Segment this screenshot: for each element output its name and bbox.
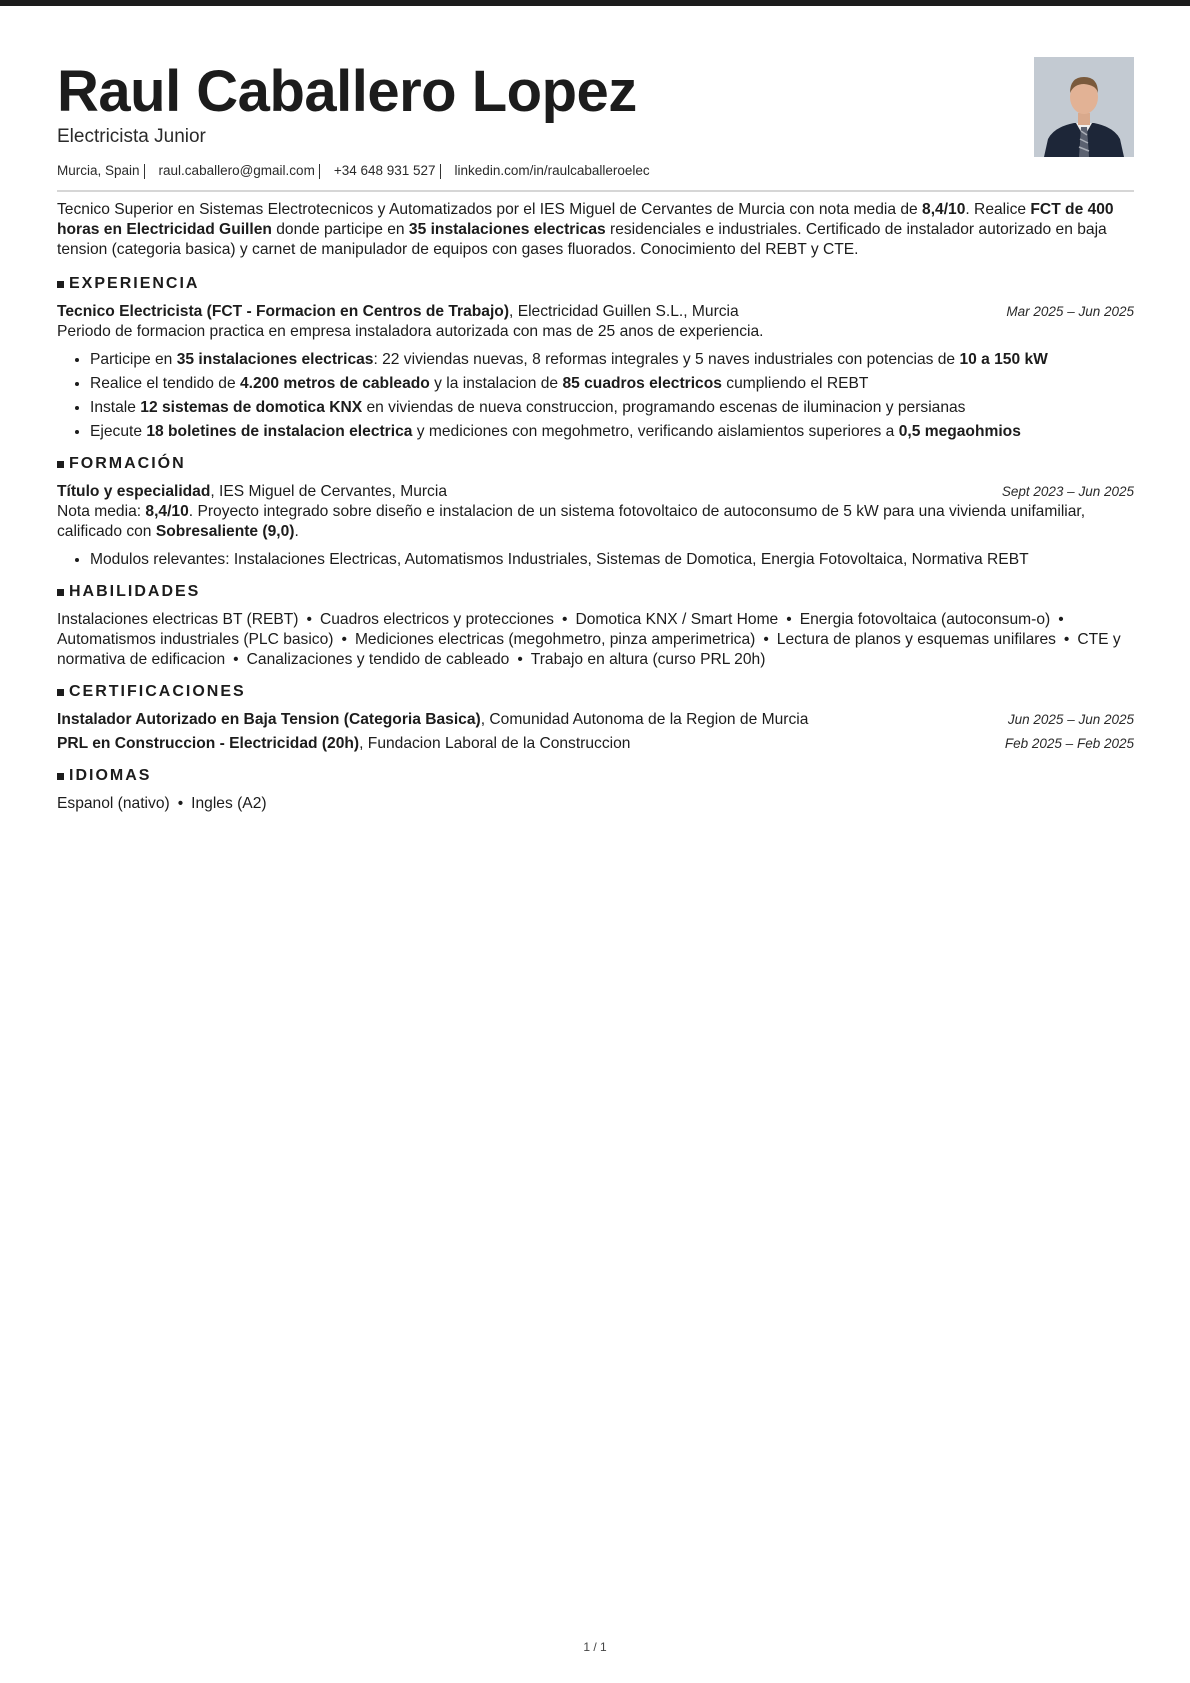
education-bullets bbox=[57, 550, 1134, 570]
bullet-highlight: 0,5 megaohmios bbox=[898, 423, 1021, 440]
candidate-name: Raul Caballero Lopez bbox=[57, 59, 637, 124]
summary-highlight: 8,4/10 bbox=[922, 201, 966, 218]
certification-name-issuer bbox=[57, 734, 630, 754]
skills-list bbox=[57, 610, 1134, 670]
education-description bbox=[57, 502, 1134, 542]
experience-role-company bbox=[57, 302, 739, 322]
certification-item bbox=[57, 710, 1134, 730]
education-entry-header bbox=[57, 482, 1134, 502]
square-bullet-icon bbox=[57, 461, 64, 468]
bullet-separator: • bbox=[1058, 611, 1064, 628]
education-text: . Proyecto integrado sobre diseño e instalacion de un sistema fotovoltaico de autoconsumo de 5 kW para una vivienda unifamiliar, calificado con bbox=[57, 503, 1086, 540]
separator bbox=[440, 164, 441, 179]
bullet-separator: • bbox=[561, 611, 568, 628]
bullet-text: Instale bbox=[90, 399, 141, 416]
section-heading bbox=[57, 682, 1134, 702]
bullet-separator: • bbox=[177, 795, 184, 812]
contact-phone[interactable]: +34 648 931 527 bbox=[333, 163, 436, 178]
language-item: Espanol (nativo) bbox=[57, 795, 170, 812]
bullet-text: cumpliendo el REBT bbox=[721, 375, 869, 392]
bullet-separator: • bbox=[306, 611, 312, 628]
skill-item: Instalaciones electricas BT (REBT) bbox=[57, 611, 299, 628]
skill-item: Domotica KNX / Smart Home bbox=[575, 611, 779, 628]
experience-description: Periodo de formacion practica en empresa instaladora autorizada con mas de 25 anos de experiencia. bbox=[57, 323, 764, 340]
section-heading-label: HABILIDADES bbox=[69, 583, 201, 600]
skill-item: Energia fotovoltaica (autoconsum-o) bbox=[799, 611, 1051, 628]
bullet-highlight: 12 sistemas de domotica KNX bbox=[140, 399, 363, 416]
education-date: Sept 2023 – Jun 2025 bbox=[1001, 484, 1134, 499]
education-text: . bbox=[294, 523, 299, 540]
list-item bbox=[90, 350, 1134, 370]
person-portrait-icon bbox=[1034, 57, 1134, 157]
certification-date: Feb 2025 – Feb 2025 bbox=[1004, 736, 1134, 751]
job-title: Electricista Junior bbox=[57, 126, 206, 147]
certification-name-issuer bbox=[57, 710, 808, 730]
contact-location: Murcia, Spain bbox=[57, 163, 140, 178]
education-highlight: 8,4/10 bbox=[145, 503, 189, 520]
section-heading-label: FORMACIÓN bbox=[69, 455, 186, 472]
skill-item: Cuadros electricos y protecciones bbox=[319, 611, 554, 628]
list-item: • Modulos relevantes: Instalaciones Electricas, Automatismos Industriales, Sistemas de Domotica, Energia Fotovoltaica, Normativa REBT bbox=[90, 550, 1134, 570]
square-bullet-icon bbox=[57, 689, 64, 696]
summary-text: Tecnico Superior en Sistemas Electrotecnicos y Automatizados por el IES Miguel de Cervantes de Murcia con nota media de bbox=[57, 201, 923, 218]
summary-text: . Realice bbox=[965, 201, 1031, 218]
experience-date: Mar 2025 – Jun 2025 bbox=[1006, 304, 1134, 319]
experience-company: , Electricidad Guillen S.L., Murcia bbox=[509, 303, 739, 320]
education-text: Nota media: bbox=[57, 503, 146, 520]
summary-highlight: 35 instalaciones electricas bbox=[408, 221, 606, 238]
certification-name: PRL en Construccion - Electricidad (20h) bbox=[57, 735, 360, 752]
list-item bbox=[90, 374, 1134, 394]
bullet-text: en viviendas de nueva construccion, programando escenas de iluminacion y persianas bbox=[362, 399, 966, 416]
experience-entry-header bbox=[57, 302, 1134, 322]
skill-item: Lectura de planos y esquemas unifilares bbox=[776, 631, 1056, 648]
experience-section bbox=[57, 274, 1134, 442]
summary-text: residenciales e industriales. Certificado de instalador autorizado en baja tension (categoria basica) y carnet de manipulador de equipos con gases fluorados. Conocimiento del REBT y CTE. bbox=[57, 221, 1107, 258]
certification-issuer: , Comunidad Autonoma de la Region de Murcia bbox=[480, 711, 809, 728]
bullet-separator: • bbox=[233, 651, 239, 668]
profile-photo bbox=[1034, 57, 1134, 157]
bullet-text: y mediciones con megohmetro, verificando aislamientos superiores a bbox=[412, 423, 899, 440]
experience-role: Tecnico Electricista (FCT - Formacion en Centros de Trabajo) bbox=[57, 303, 510, 320]
contact-email[interactable]: raul.caballero@gmail.com bbox=[158, 163, 315, 178]
skill-item: Trabajo en altura (curso PRL 20h) bbox=[530, 651, 766, 668]
education-school: , IES Miguel de Cervantes, Murcia bbox=[210, 483, 447, 500]
bullet-text: Ejecute bbox=[90, 423, 147, 440]
section-heading bbox=[57, 454, 1134, 474]
contact-linkedin[interactable]: linkedin.com/in/raulcaballeroelec bbox=[454, 163, 650, 178]
education-highlight: Sobresaliente (9,0) bbox=[155, 523, 295, 540]
separator bbox=[144, 164, 145, 179]
square-bullet-icon bbox=[57, 281, 64, 288]
section-heading bbox=[57, 274, 1134, 294]
bullet-text: y la instalacion de bbox=[429, 375, 563, 392]
section-heading-label: IDIOMAS bbox=[69, 767, 152, 784]
education-section bbox=[57, 454, 1134, 570]
square-bullet-icon bbox=[57, 773, 64, 780]
bullet-highlight: 4.200 metros de cableado bbox=[239, 375, 430, 392]
separator bbox=[319, 164, 320, 179]
bullet-separator: • bbox=[341, 631, 347, 648]
certification-date: Jun 2025 – Jun 2025 bbox=[1007, 712, 1134, 727]
languages-section bbox=[57, 766, 1134, 814]
skill-item: CTE y normativa de edificacion bbox=[57, 631, 1121, 668]
skill-item: Mediciones electricas (megohmetro, pinza amperimetrica) bbox=[354, 631, 756, 648]
contact-row bbox=[57, 163, 650, 178]
top-bar bbox=[0, 0, 1190, 6]
section-heading bbox=[57, 766, 1134, 786]
bullet-text: Realice el tendido de bbox=[90, 375, 240, 392]
list-item bbox=[90, 422, 1134, 442]
certifications-section bbox=[57, 682, 1134, 754]
page-number: 1 / 1 bbox=[583, 1640, 607, 1654]
bullet-highlight: 18 boletines de instalacion electrica bbox=[146, 423, 413, 440]
education-degree: Título y especialidad bbox=[57, 483, 211, 500]
summary bbox=[57, 200, 1134, 260]
square-bullet-icon bbox=[57, 589, 64, 596]
header-divider bbox=[57, 190, 1134, 192]
bullet-separator: • bbox=[1063, 631, 1070, 648]
section-heading-label: CERTIFICACIONES bbox=[69, 683, 246, 700]
languages-list bbox=[57, 794, 1134, 814]
summary-text: donde participe en bbox=[271, 221, 409, 238]
resume-content bbox=[57, 200, 1134, 826]
bullet-separator: • bbox=[517, 651, 523, 668]
certification-name: Instalador Autorizado en Baja Tension (Categoria Basica) bbox=[57, 711, 481, 728]
certification-item bbox=[57, 734, 1134, 754]
bullet-text: Participe en bbox=[90, 351, 177, 368]
bullet-highlight: 35 instalaciones electricas bbox=[176, 351, 374, 368]
section-heading bbox=[57, 582, 1134, 602]
language-item: Ingles (A2) bbox=[191, 795, 267, 812]
bullet-highlight: 10 a 150 kW bbox=[959, 351, 1048, 368]
bullet-separator: • bbox=[763, 631, 769, 648]
certification-issuer: , Fundacion Laboral de la Construccion bbox=[359, 735, 631, 752]
summary-highlight: FCT de 400 horas en Electricidad Guillen bbox=[57, 201, 1114, 238]
list-item bbox=[90, 398, 1134, 418]
bullet-highlight: 85 cuadros electricos bbox=[562, 375, 722, 392]
skill-item: Canalizaciones y tendido de cableado bbox=[246, 651, 510, 668]
bullet-text: : 22 viviendas nuevas, 8 reformas integrales y 5 naves industriales con potencias de bbox=[373, 351, 960, 368]
section-heading-label: EXPERIENCIA bbox=[69, 275, 200, 292]
bullet-separator: • bbox=[786, 611, 792, 628]
education-degree-school bbox=[57, 482, 447, 502]
skill-item: Automatismos industriales (PLC basico) bbox=[57, 631, 334, 648]
skills-section bbox=[57, 582, 1134, 670]
experience-bullets bbox=[57, 350, 1134, 442]
